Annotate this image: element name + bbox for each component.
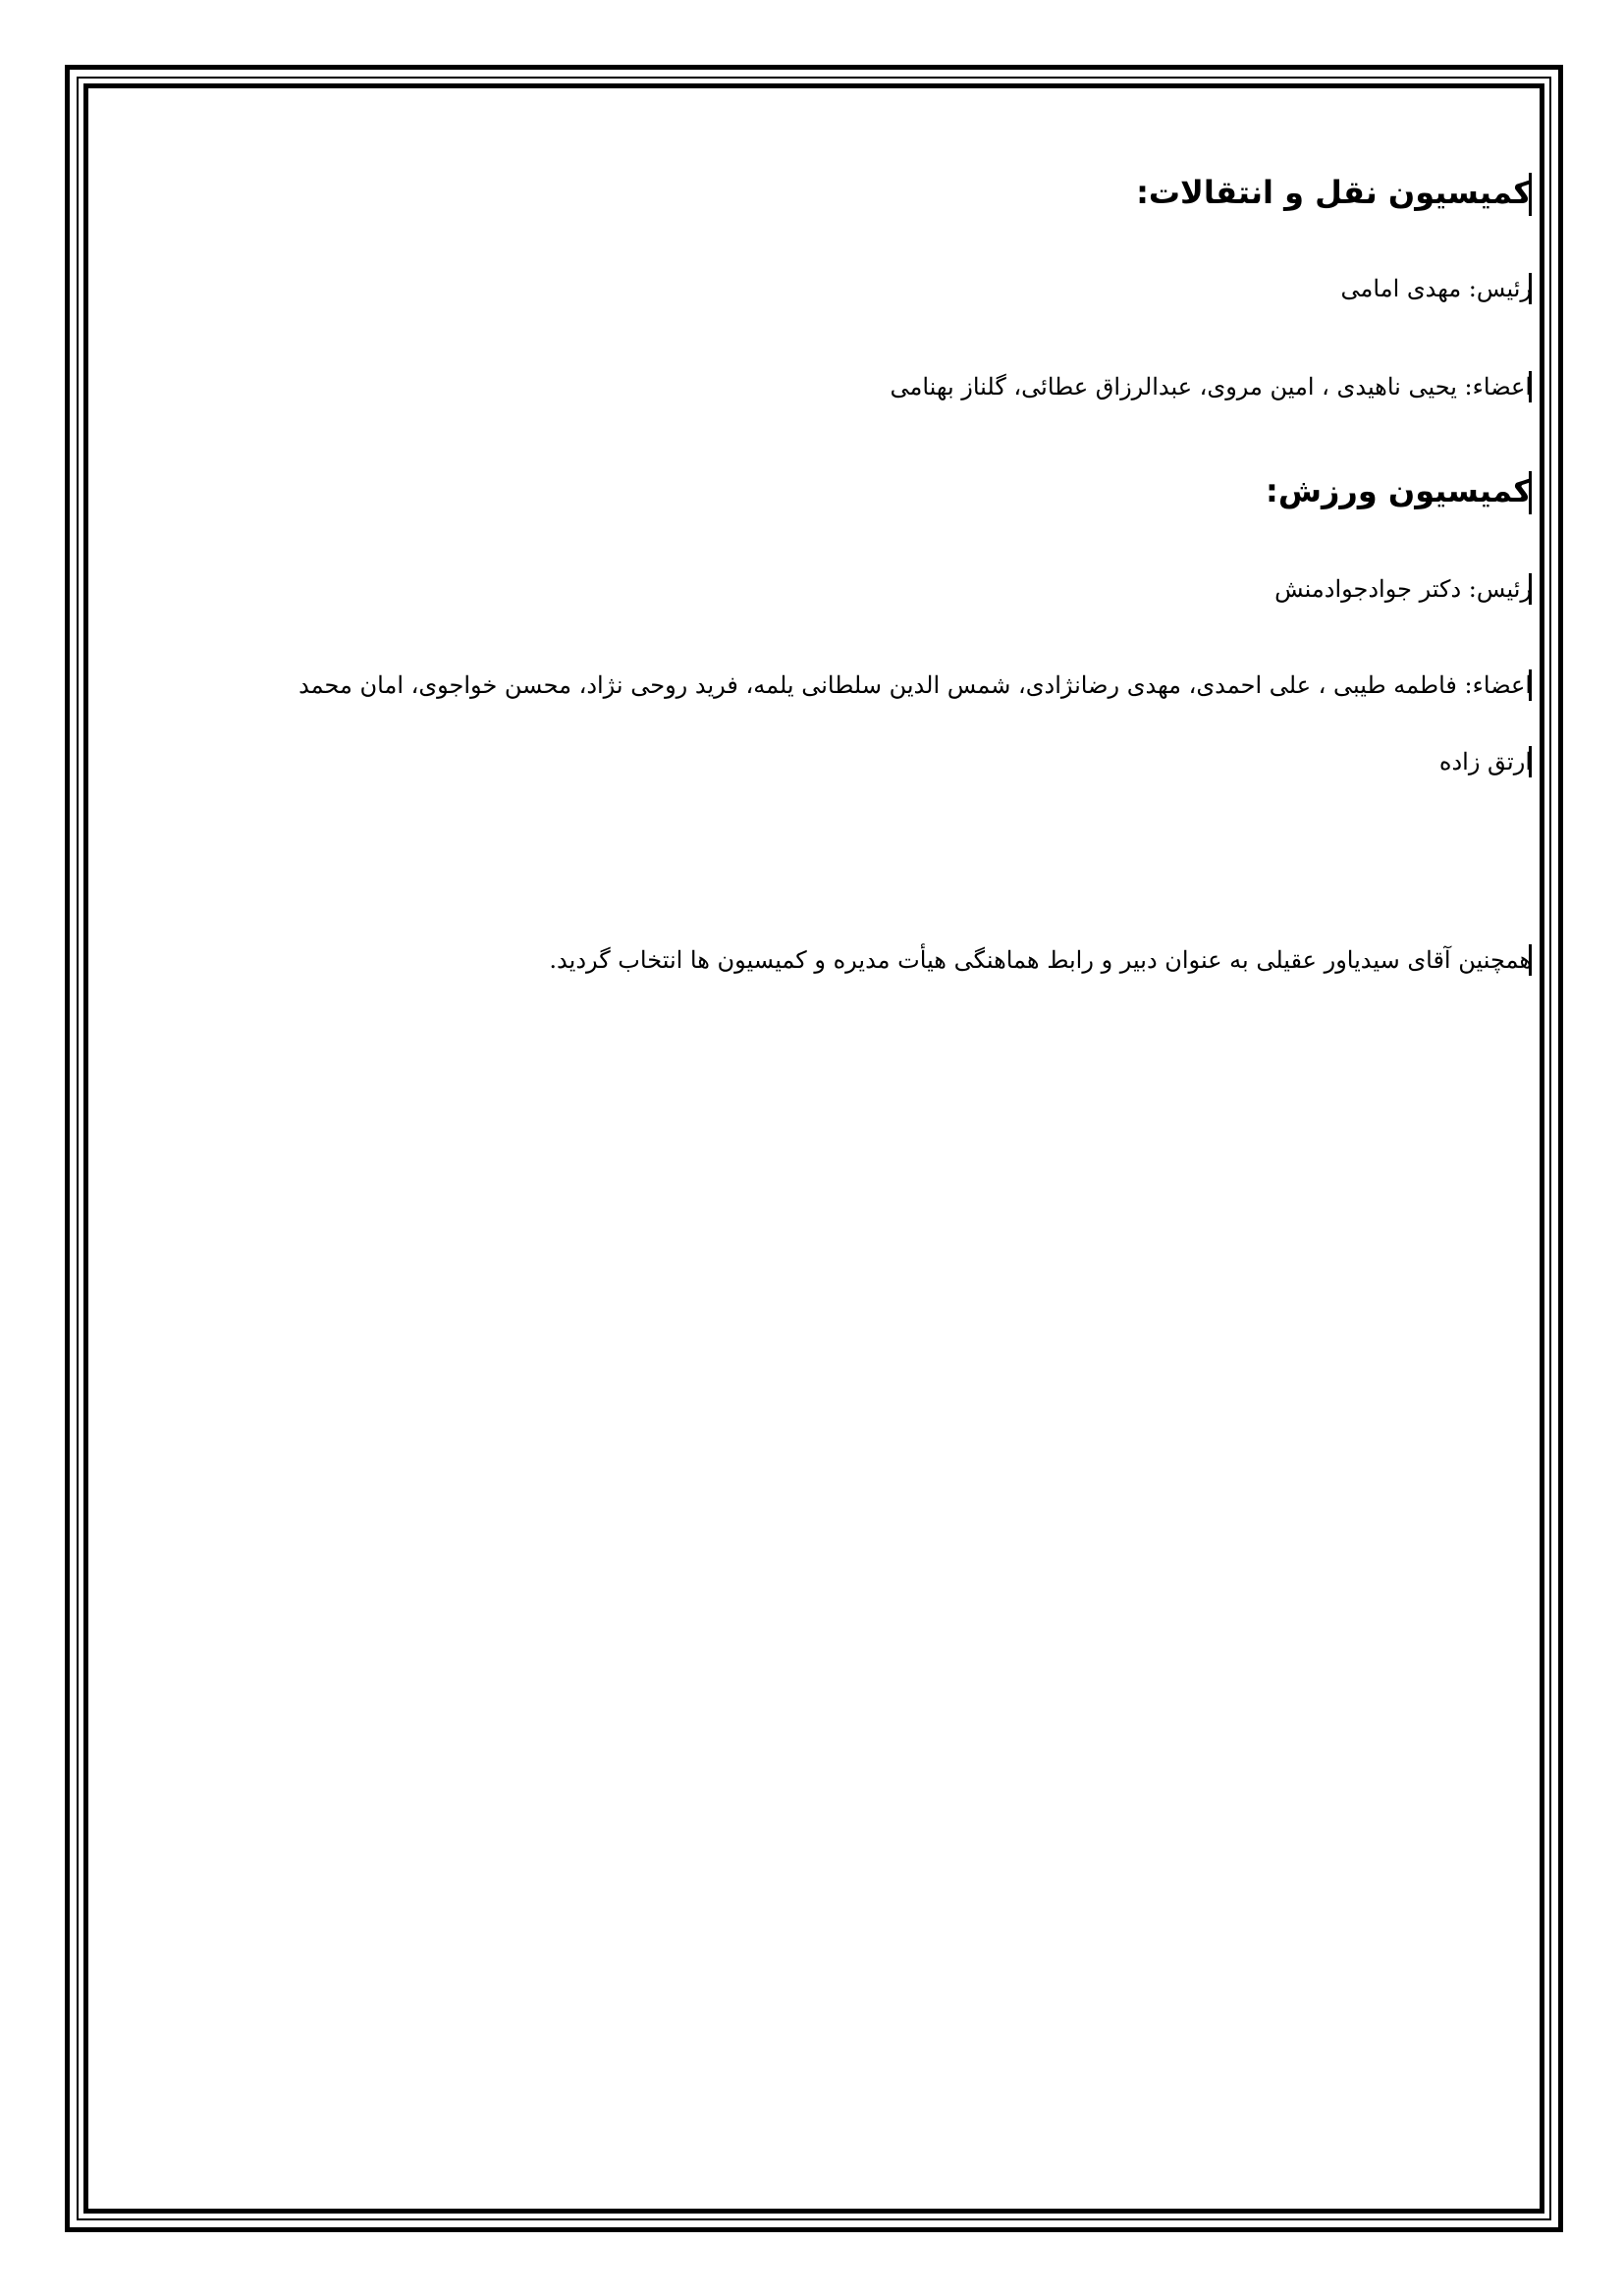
- section-title-sport: کمیسیون ورزش:: [1266, 472, 1532, 509]
- closing-paragraph: همچنین آقای سیدیاور عقیلی به عنوان دبیر و رابط هماهنگی هیأت مدیره و کمیسیون ها انتخاب گردید.: [549, 946, 1532, 974]
- section-chair-transfers: رئیس: مهدی امامی: [1340, 275, 1532, 302]
- section-chair-sport: رئیس: دکتر جوادجوادمنش: [1274, 575, 1532, 603]
- section-members-transfers: اعضاء: یحیی ناهیدی ، امین مروی، عبدالرزاق عطائی، گلناز بهنامی: [890, 373, 1532, 400]
- section-members-sport-line2: ارتق زاده: [1438, 748, 1532, 775]
- page-border-inner: [83, 83, 1544, 2214]
- section-title-transfers: کمیسیون نقل و انتقالات:: [1136, 174, 1532, 211]
- section-members-sport-line1: اعضاء: فاطمه طیبی ، علی احمدی، مهدی رضانژادی، شمس الدین سلطانی یلمه، فرید روحی نژاد، محسن خواجوی، امان محمد: [298, 671, 1532, 699]
